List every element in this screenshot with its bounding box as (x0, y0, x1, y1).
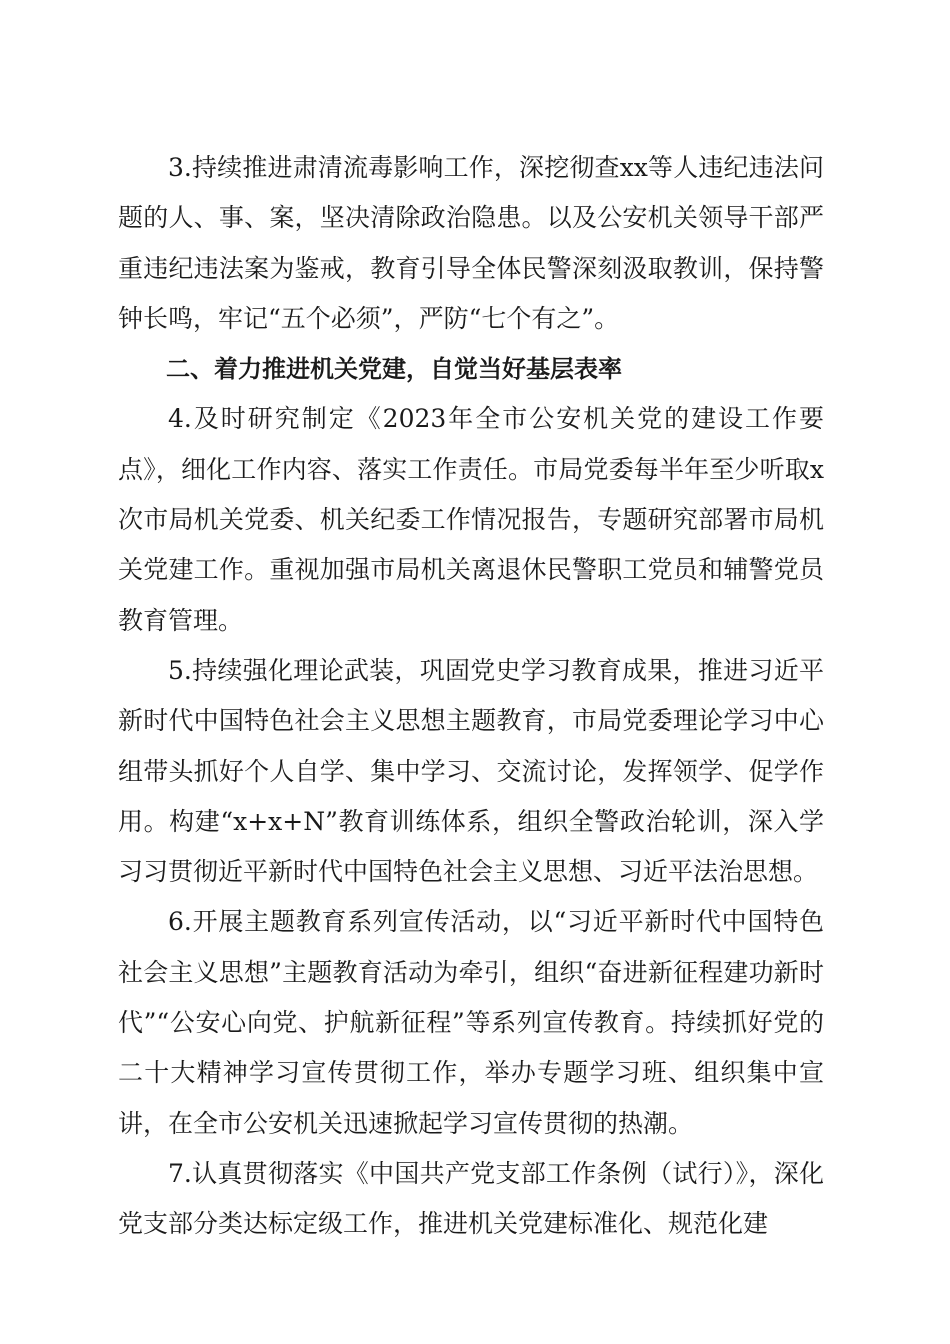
paragraph-item-3: 3.持续推进肃清流毒影响工作，深挖彻查xx等人违纪违法问题的人、事、案，坚决清除政治隐患。以及公安机关领导干部严重违纪违法案为鉴戒，教育引导全体民警深刻汲取教训，保持警钟长鸣，牢记“五个必须”，严防“七个有之”。 (118, 153, 824, 333)
section-heading-2: 二、着力推进机关党建，自觉当好基层表率 (166, 355, 622, 384)
paragraph-item-5: 5.持续强化理论武装，巩固党史学习教育成果，推进习近平新时代中国特色社会主义思想主题教育，市局党委理论学习中心组带头抓好个人自学、集中学习、交流讨论，发挥领学、促学作用。构建“x+x+N”教育训练体系，组织全警政治轮训，深入学习习贯彻近平新时代中国特色社会主义思想、习近平法治思想。 (118, 655, 824, 887)
paragraph-item-7: 7.认真贯彻落实《中国共产党支部工作条例（试行）》，深化党支部分类达标定级工作，推进机关党建标准化、规范化建 (118, 1158, 824, 1239)
paragraph-item-4: 4.及时研究制定《2023年全市公安机关党的建设工作要点》，细化工作内容、落实工作责任。市局党委每半年至少听取x次市局机关党委、机关纪委工作情况报告，专题研究部署市局机关党建工作。重视加强市局机关离退休民警职工党员和辅警党员教育管理。 (118, 404, 824, 635)
paragraph-item-6: 6.开展主题教育系列宣传活动，以“习近平新时代中国特色社会主义思想”主题教育活动为牵引，组织“奋进新征程建功新时代”“公安心向党、护航新征程”等系列宣传教育。持续抓好党的二十大精神学习宣传贯彻工作，举办专题学习班、组织集中宣讲，在全市公安机关迅速掀起学习宣传贯彻的热潮。 (118, 907, 824, 1138)
document-body (118, 143, 824, 1250)
